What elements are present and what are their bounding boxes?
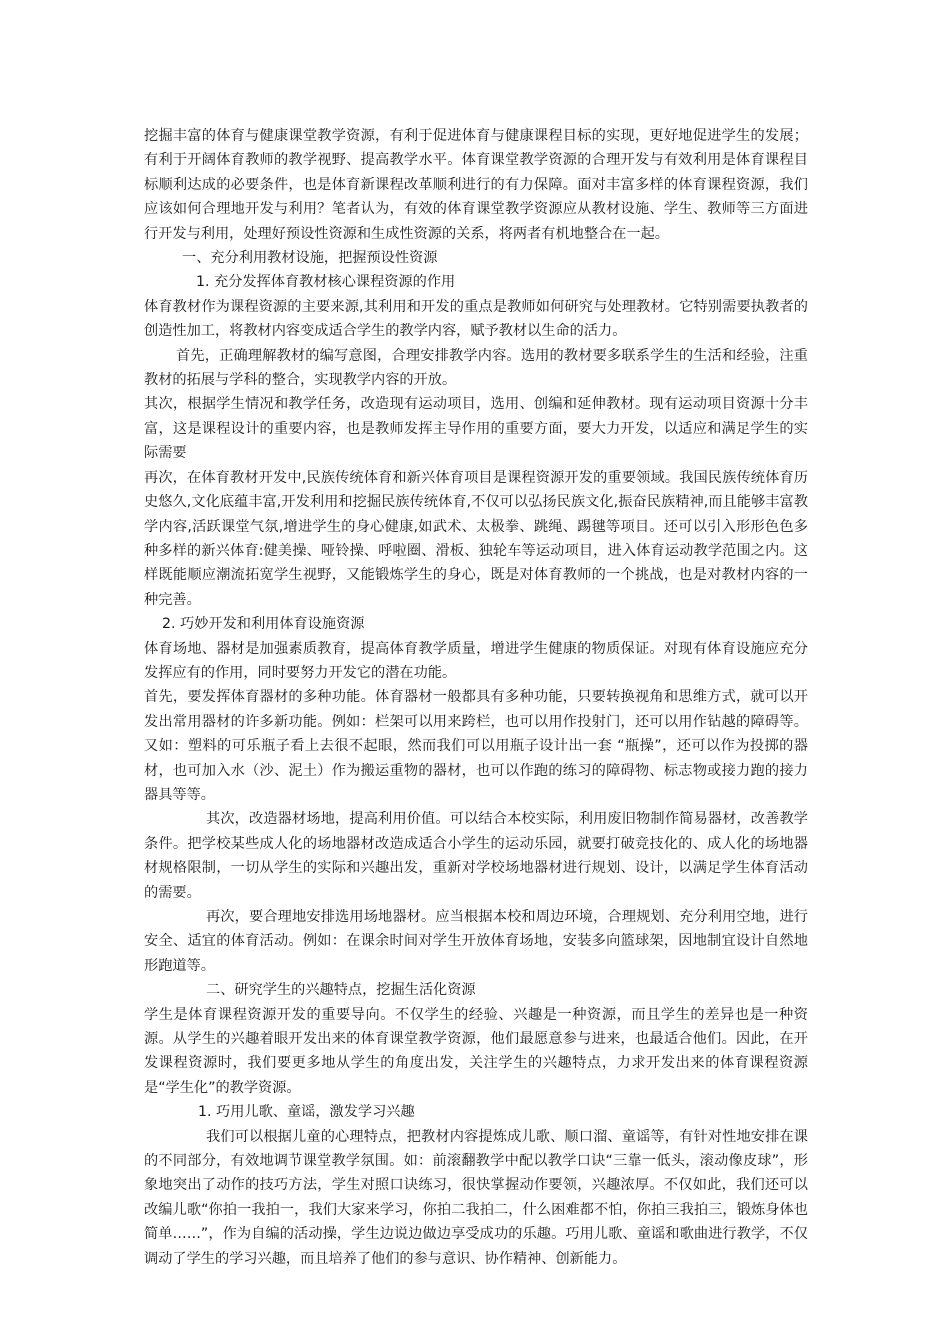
intro-paragraph: 挖掘丰富的体育与健康课堂教学资源，有利于促进体育与健康课程目标的实现，更好地促进学生的发展；有利于开阔体育教师的教学视野、提高教学水平。体育课堂教学资源的合理开发与有效利用是体育课程目标顺利达成的必要条件，也是体育新课程改革顺利进行的有力保障。面对丰富多样的体育课程资源，我们应该如何合理地开发与利用？笔者认为，有效的体育课堂教学资源应从教材设施、学生、教师等三方面进行开发与利用，处理好预设性资源和生成性资源的关系，将两者有机地整合在一起。 [144, 128, 808, 242]
subsection-heading-1-1: 1. 充分发挥体育教材核心课程资源的作用 [196, 274, 456, 291]
section-heading-2: 二、研究学生的兴趣特点，挖掘生活化资源 [206, 982, 476, 999]
body-paragraph: 体育教材作为课程资源的主要来源,其利用和开发的重点是教师如何研究与处理教材。它特别需要执教者的创造性加工，将教材内容变成适合学生的教学内容，赋予教材以生命的活力。 [144, 298, 808, 340]
body-paragraph: 其次，根据学生情况和教学任务，改造现有运动项目，选用、创编和延伸教材。现有运动项目资源十分丰富，这是课程设计的重要内容，也是教师发挥主导作用的重要方面，要大力开发，以适应和满足学生的实际需要 [144, 396, 808, 462]
body-paragraph: 再次，要合理地安排选用场地器材。应当根据本校和周边环境，合理规划、充分利用空地，进行安全、适宜的体育活动。例如：在课余时间对学生开放体育场地，安装多向篮球架，因地制宜设计自然地形跑道等。 [144, 909, 808, 974]
body-paragraph: 首先，正确理解教材的编写意图，合理安排教学内容。选用的教材要多联系学生的生活和经验，注重教材的拓展与学科的整合，实现教学内容的开放。 [144, 347, 808, 389]
body-paragraph: 首先，要发挥体育器材的多种功能。体育器材一般都具有多种功能，只要转换视角和思维方式，就可以开发出常用器材的许多新功能。例如：栏架可以用来跨栏，也可以用作投射门，还可以用作钻越的障碍等。又如：塑料的可乐瓶子看上去很不起眼，然而我们可以用瓶子设计出一套 “瓶操”，还可以作为投掷的器材，也可加入水（沙、泥土）作为搬运重物的器材，也可以作跑的练习的障碍物、标志物或接力跑的接力器具等等。 [144, 689, 808, 803]
body-paragraph: 体育场地、器材是加强素质教育，提高体育教学质量，增进学生健康的物质保证。对现有体育设施应充分发挥应有的作用，同时要努力开发它的潜在功能。 [144, 640, 808, 681]
subsection-heading-1-2: 2. 巧妙开发和利用体育设施资源 [162, 616, 365, 633]
document-body [144, 124, 808, 1271]
body-paragraph: 其次，改造器材场地，提高利用价值。可以结合本校实际，利用废旧物制作简易器材，改善教学条件。把学校某些成人化的场地器材改造成适合小学生的运动乐园，就要打破竞技化的、成人化的场地器材规格限制，一切从学生的实际和兴趣出发，重新对学校场地器材进行规划、设计，以满足学生体育活动的需要。 [144, 811, 808, 901]
subsection-heading-2-1: 1. 巧用儿歌、童谣，激发学习兴趣 [198, 1104, 415, 1121]
body-paragraph: 我们可以根据儿童的心理特点，把教材内容提炼成儿歌、顺口溜、童谣等，有针对性地安排在课的不同部分，有效地调节课堂教学氛围。如：前滚翻教学中配以教学口诀“三靠一低头，滚动像皮球”，形象地突出了动作的技巧方法，学生对照口诀练习，很快掌握动作要领，兴趣浓厚。不仅如此，我们还可以改编儿歌“你拍一我拍一，我们大家来学习，你拍二我拍二，什么困难都不怕，你拍三我拍三，锻炼身体也简单……”，作为自编的活动操，学生边说边做边享受成功的乐趣。巧用儿歌、童谣和歌曲进行教学，不仅调动了学生的学习兴趣，而且培养了他们的参与意识、协作精神、创新能力。 [144, 1128, 808, 1267]
body-paragraph: 学生是体育课程资源开发的重要导向。不仅学生的经验、兴趣是一种资源，而且学生的差异也是一种资源。从学生的兴趣着眼开发出来的体育课堂教学资源，他们最愿意参与进来，也最适合他们。因此，在开发课程资源时，我们要更多地从学生的角度出发，关注学生的兴趣特点，力求开发出来的体育课程资源是“学生化”的教学资源。 [144, 1006, 808, 1096]
body-paragraph: 再次，在体育教材开发中,民族传统体育和新兴体育项目是课程资源开发的重要领域。我国民族传统体育历史悠久,文化底蕴丰富,开发利用和挖掘民族传统体育,不仅可以弘扬民族文化,振奋民族精神,而且能够丰富教学内容,活跃课堂气氛,增进学生的身心健康,如武术、太极拳、跳绳、踢毽等项目。还可以引入形形色色多种多样的新兴体育:健美操、哑铃操、呼啦圈、滑板、独轮车等运动项目，进入体育运动教学范围之内。这样既能顺应潮流拓宽学生视野，又能锻炼学生的身心，既是对体育教师的一个挑战，也是对教材内容的一种完善。 [144, 469, 808, 608]
section-heading-1: 一、充分利用教材设施，把握预设性资源 [182, 250, 438, 267]
